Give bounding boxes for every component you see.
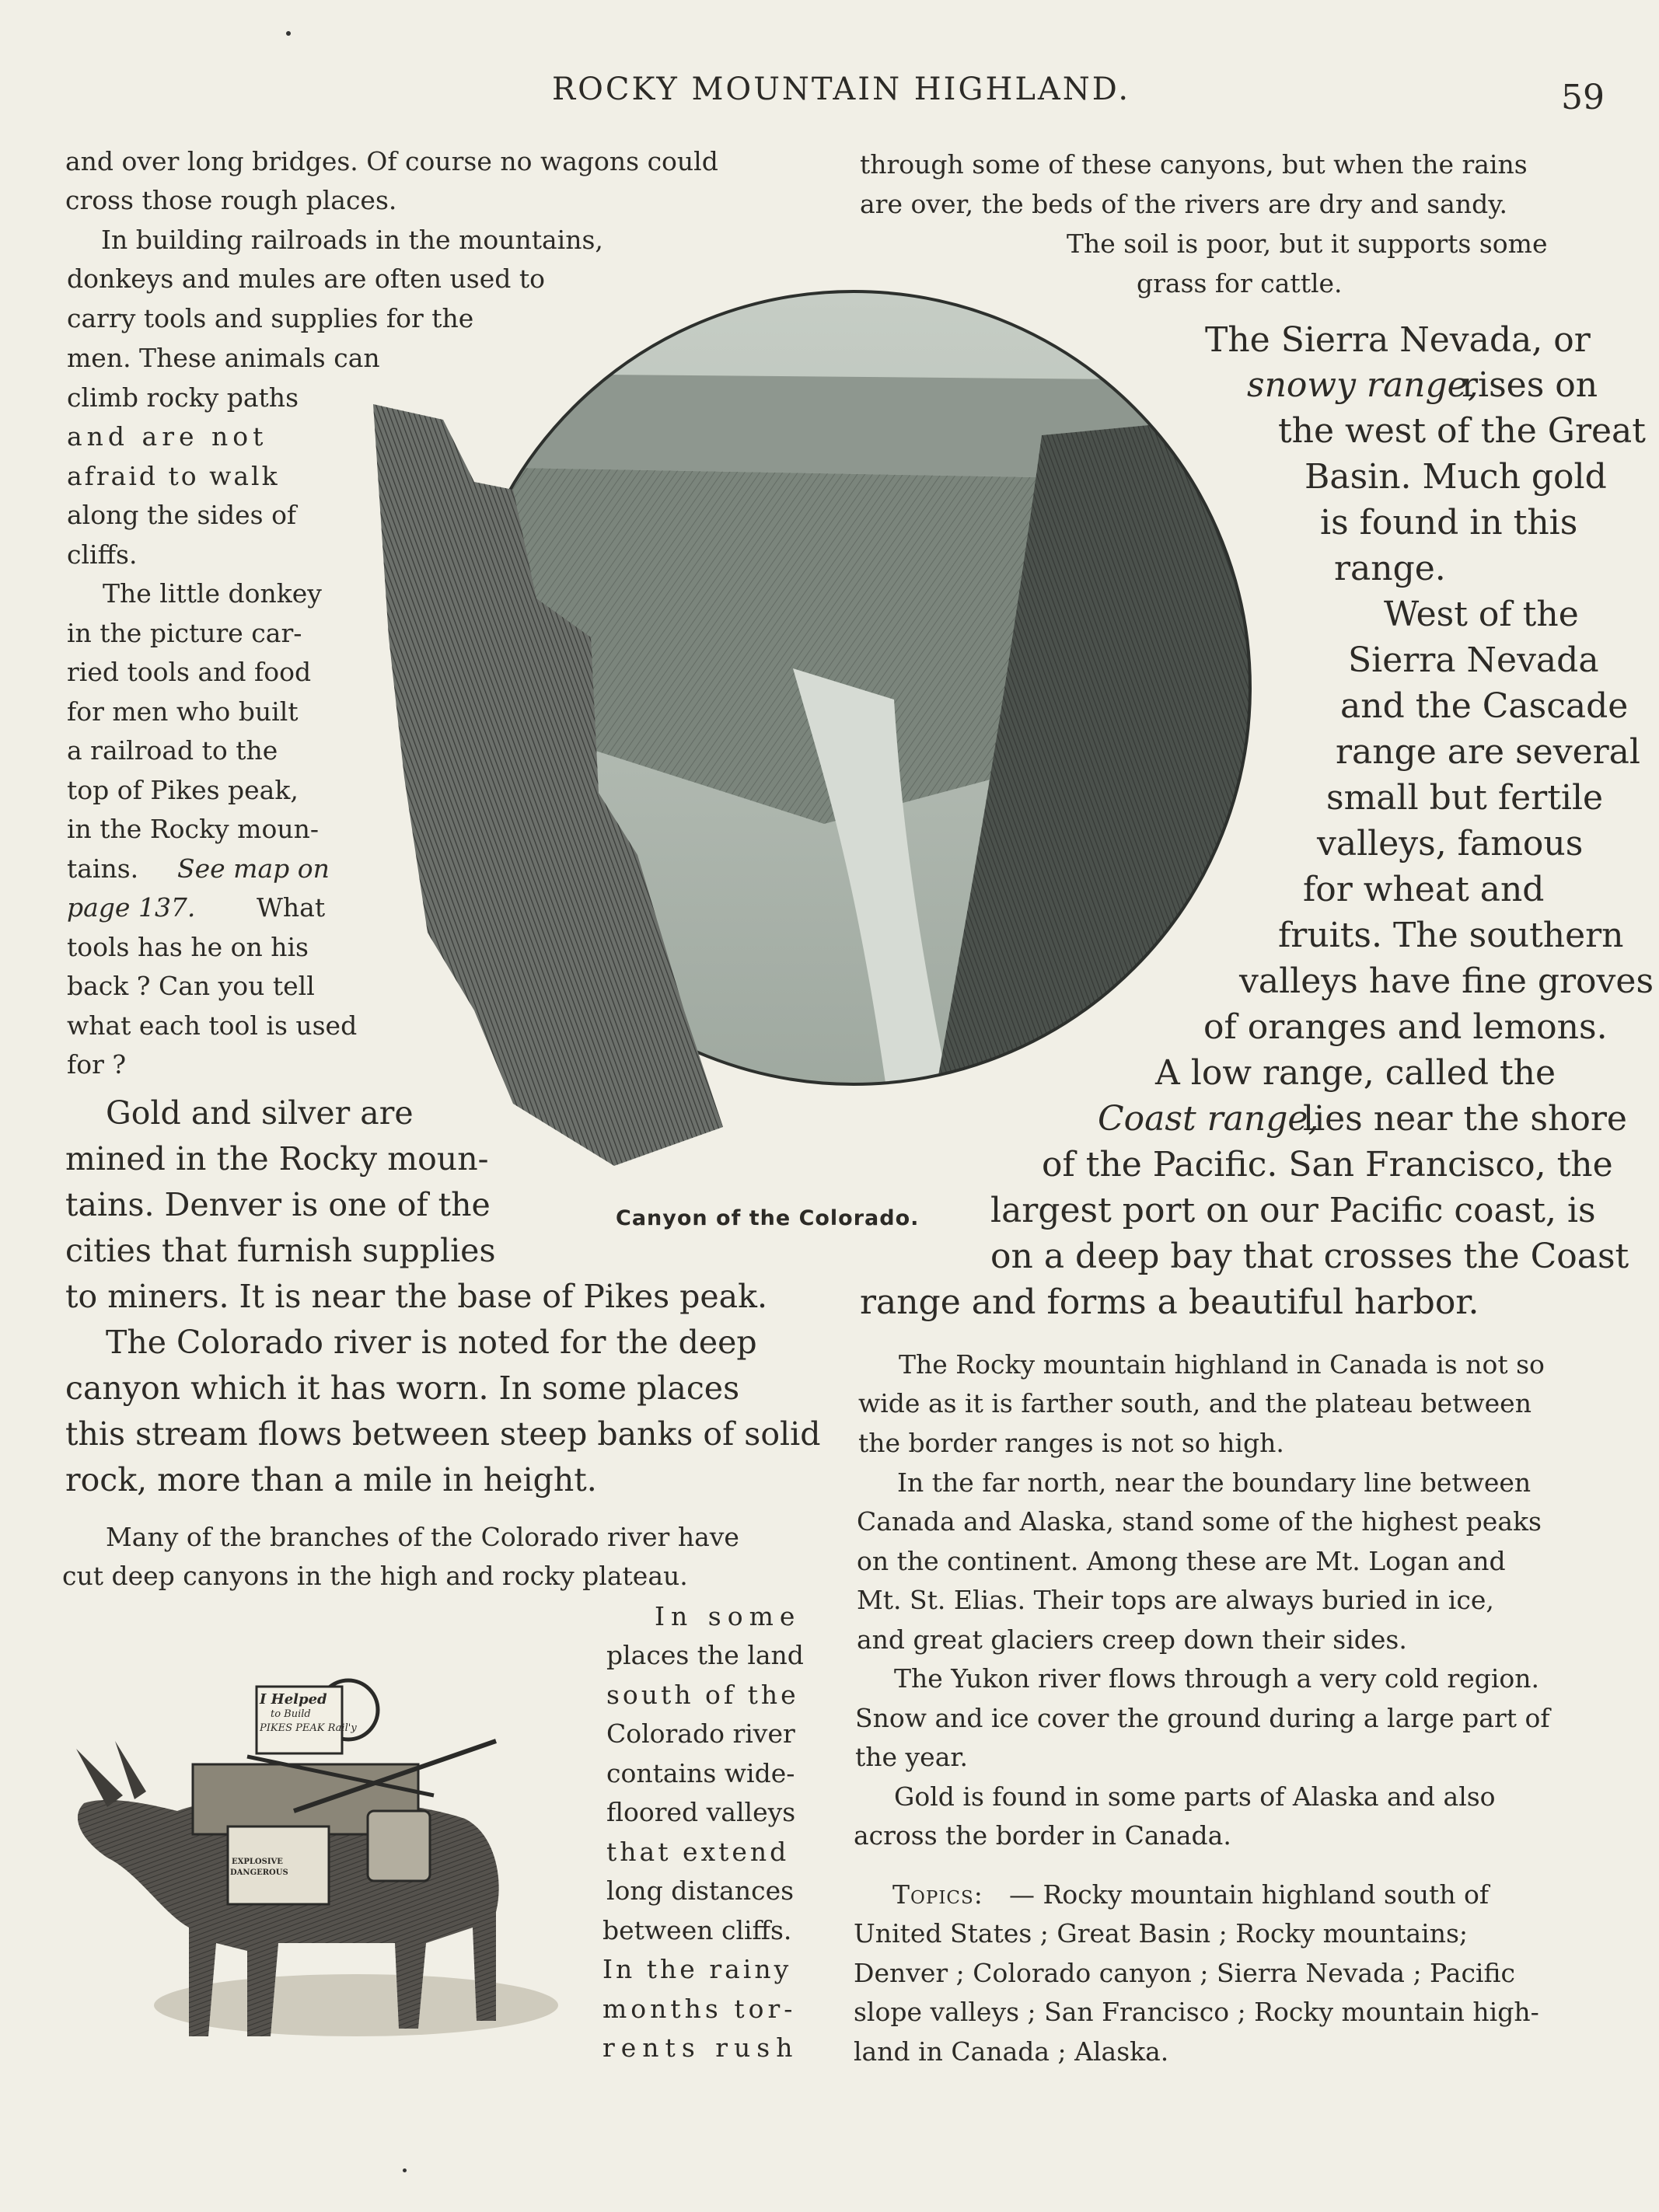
text-line: wide as it is farther south, and the plateau between xyxy=(858,1388,1532,1418)
text-line: The Colorado river is noted for the deep xyxy=(106,1324,757,1361)
topics-line: land in Canada ; Alaska. xyxy=(854,2036,1169,2067)
emphasis-snowy-range: snowy range, xyxy=(1247,365,1479,405)
text-line: tains. xyxy=(67,853,139,884)
text-line: A low range, called the xyxy=(1155,1053,1556,1093)
text-line: The Yukon river flows through a very cold region. xyxy=(894,1663,1540,1694)
text-line: contains wide- xyxy=(606,1758,795,1788)
text-line: in the Rocky moun- xyxy=(67,814,319,844)
topics-line: United States ; Great Basin ; Rocky mountains; xyxy=(854,1918,1469,1949)
emphasis-coast-range: Coast range, xyxy=(1098,1099,1319,1139)
page-number: 59 xyxy=(1561,78,1605,117)
text-line: along the sides of xyxy=(67,500,297,530)
text-line: floored valleys xyxy=(606,1797,796,1827)
text-line: for wheat and xyxy=(1303,870,1545,909)
text-line: rises on xyxy=(1462,365,1598,405)
text-line: In some xyxy=(655,1601,802,1631)
text-line: between cliffs. xyxy=(602,1915,792,1945)
text-line: rock, more than a mile in height. xyxy=(65,1461,597,1499)
text-line: valleys, famous xyxy=(1317,824,1584,864)
text-line: canyon which it has worn. In some places xyxy=(65,1369,740,1407)
text-line: afraid to walk xyxy=(67,461,280,491)
canyon-caption: Canyon of the Colorado. xyxy=(616,1206,920,1230)
donkey-sign-line3: PIKES PEAK Rail'y xyxy=(260,1722,357,1734)
text-line: grass for cattle. xyxy=(1137,268,1343,298)
topics-label: Topics: xyxy=(892,1879,983,1910)
text-line: Basin. Much gold xyxy=(1304,457,1607,497)
text-line: Gold and silver are xyxy=(106,1094,414,1132)
text-line: cross those rough places. xyxy=(65,185,397,215)
text-line: that extend xyxy=(606,1837,790,1867)
text-line: Colorado river xyxy=(606,1718,795,1749)
text-line: months tor- xyxy=(602,1994,797,2024)
topics-line: slope valleys ; San Francisco ; Rocky mountain high- xyxy=(854,1997,1539,2027)
canyon-illustration xyxy=(358,233,1322,1197)
text-line: back ? Can you tell xyxy=(67,971,315,1001)
text-line: What xyxy=(257,892,326,923)
text-line: donkeys and mules are often used to xyxy=(67,263,545,294)
text-line: this stream flows between steep banks of solid xyxy=(65,1415,821,1453)
text-line: Many of the branches of the Colorado river have xyxy=(106,1522,739,1552)
donkey-box-label1: EXPLOSIVE xyxy=(232,1858,283,1866)
text-line: on the continent. Among these are Mt. Logan and xyxy=(857,1546,1506,1576)
page-reference: page 137. xyxy=(67,892,196,923)
text-line: men. These animals can xyxy=(67,343,380,373)
text-line: carry tools and supplies for the xyxy=(67,303,474,333)
text-line: In the far north, near the boundary line between xyxy=(897,1467,1532,1498)
text-line: tools has he on his xyxy=(67,932,309,962)
ink-speck xyxy=(403,2168,407,2172)
text-line: on a deep bay that crosses the Coast xyxy=(990,1237,1629,1276)
text-line: to miners. It is near the base of Pikes peak. xyxy=(65,1278,768,1315)
text-line: small but fertile xyxy=(1326,778,1604,818)
text-line: for men who built xyxy=(67,696,299,727)
donkey-sign-line1: I Helped xyxy=(260,1691,327,1708)
text-line: largest port on our Pacific coast, is xyxy=(990,1191,1596,1230)
text-line: Canada and Alaska, stand some of the highest peaks xyxy=(857,1506,1542,1537)
text-line: south of the xyxy=(606,1680,799,1710)
text-line: what each tool is used xyxy=(67,1010,358,1041)
text-line: rents rush xyxy=(602,2032,799,2063)
donkey-box-label2: DANGEROUS xyxy=(230,1868,288,1877)
text-line: cut deep canyons in the high and rocky plateau. xyxy=(62,1561,688,1591)
text-line: the border ranges is not so high. xyxy=(858,1428,1284,1458)
text-line: in the picture car- xyxy=(67,618,302,648)
text-line: valleys have fine groves xyxy=(1239,961,1654,1001)
text-line: of oranges and lemons. xyxy=(1203,1007,1608,1047)
text-line: cliffs. xyxy=(67,539,138,570)
text-line: top of Pikes peak, xyxy=(67,775,299,805)
donkey-sign-line2: to Build xyxy=(271,1708,311,1720)
text-line: places the land xyxy=(606,1640,804,1670)
text-line: mined in the Rocky moun- xyxy=(65,1140,489,1178)
text-line: and the Cascade xyxy=(1340,686,1629,726)
text-line: through some of these canyons, but when the rains xyxy=(860,149,1528,180)
text-line: Gold is found in some parts of Alaska and also xyxy=(894,1781,1496,1812)
text-line: is found in this xyxy=(1320,503,1578,543)
running-head: ROCKY MOUNTAIN HIGHLAND. xyxy=(552,72,1131,107)
text-line: cities that furnish supplies xyxy=(65,1232,496,1269)
text-line: across the border in Canada. xyxy=(854,1820,1231,1851)
map-reference: See map on xyxy=(177,853,330,884)
ink-speck xyxy=(286,31,291,36)
text-line: climb rocky paths xyxy=(67,382,299,413)
text-line: The Rocky mountain highland in Canada is not so xyxy=(899,1349,1545,1380)
text-line: the west of the Great xyxy=(1278,411,1646,451)
text-line: tains. Denver is one of the xyxy=(65,1186,491,1223)
text-line: range. xyxy=(1334,549,1446,588)
topics-line: Denver ; Colorado canyon ; Sierra Nevada ; Pacific xyxy=(854,1958,1515,1988)
text-line: fruits. The southern xyxy=(1278,916,1624,955)
text-line: and over long bridges. Of course no wagons could xyxy=(65,146,718,176)
topics-line: — Rocky mountain highland south of xyxy=(1009,1879,1490,1910)
text-line: range and forms a beautiful harbor. xyxy=(860,1282,1479,1322)
text-line: of the Pacific. San Francisco, the xyxy=(1042,1145,1613,1185)
text-line: Sierra Nevada xyxy=(1348,640,1599,680)
text-line: long distances xyxy=(606,1875,795,1906)
text-line: The little donkey xyxy=(103,578,322,609)
text-line: a railroad to the xyxy=(67,735,278,766)
text-line: and are not xyxy=(67,421,268,452)
text-line: In building railroads in the mountains, xyxy=(101,225,603,255)
text-line: Mt. St. Elias. Their tops are always buried in ice, xyxy=(857,1585,1494,1615)
text-line: In the rainy xyxy=(602,1954,792,1984)
text-line: Snow and ice cover the ground during a large part of xyxy=(855,1703,1550,1733)
text-line: for ? xyxy=(67,1049,127,1080)
text-line: West of the xyxy=(1384,595,1579,634)
text-line: the year. xyxy=(855,1742,969,1772)
text-line: ried tools and food xyxy=(67,657,312,687)
text-line: The Sierra Nevada, or xyxy=(1205,320,1591,360)
text-line: lies near the shore xyxy=(1303,1099,1627,1139)
text-line: are over, the beds of the rivers are dry and sandy. xyxy=(860,189,1507,219)
text-line: The soil is poor, but it supports some xyxy=(1067,229,1548,259)
text-line: range are several xyxy=(1336,732,1640,772)
text-line: and great glaciers creep down their sides. xyxy=(857,1624,1407,1655)
